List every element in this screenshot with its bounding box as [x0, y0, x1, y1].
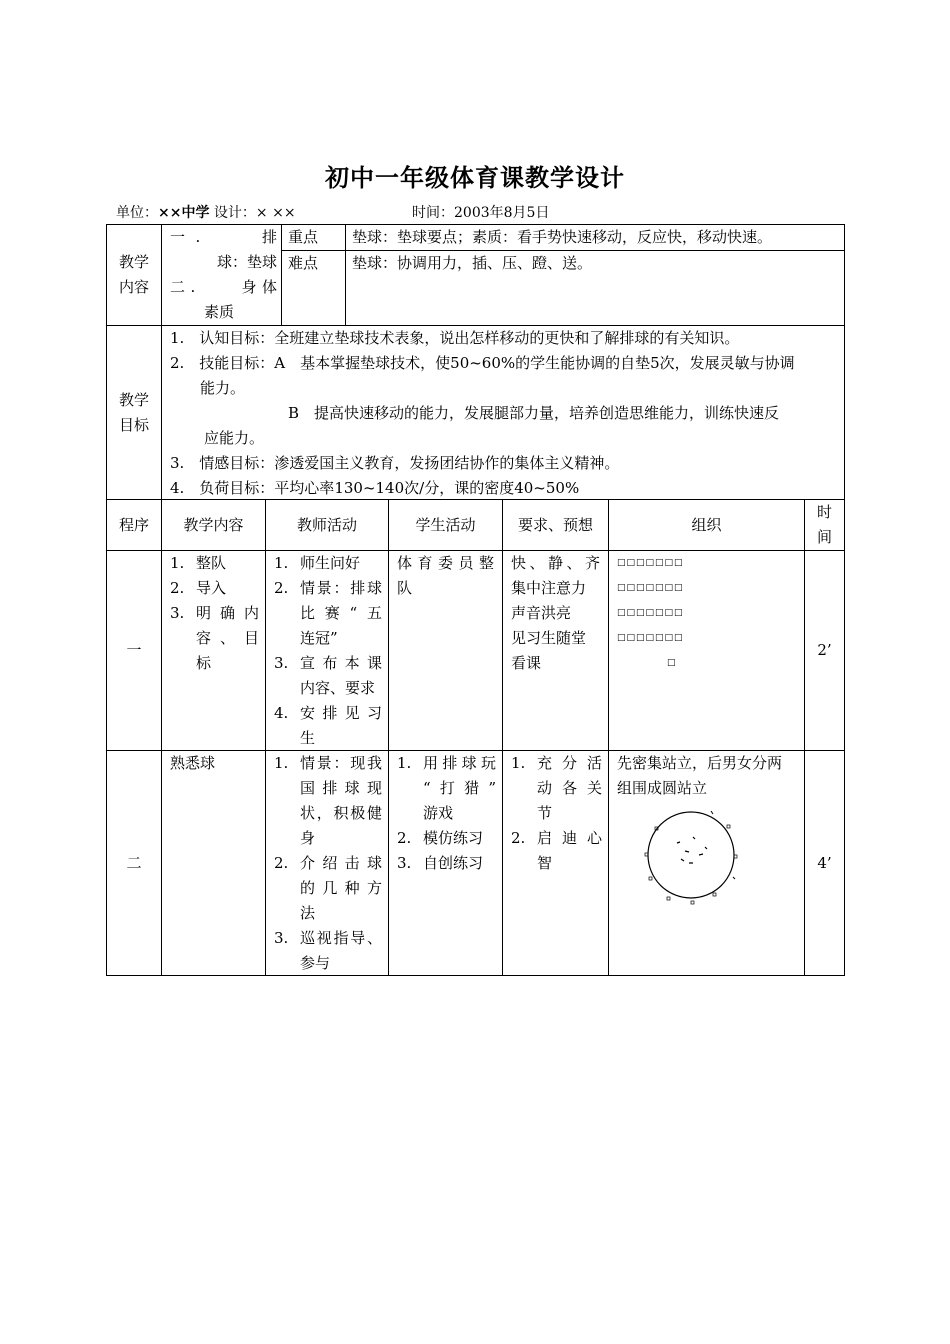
list-item-line: 标	[196, 654, 212, 672]
content-items-cell	[161, 224, 282, 326]
header-org-text: 组织	[691, 515, 722, 534]
row1-req-line: 看课	[511, 654, 542, 672]
row2-teacher-item	[270, 751, 382, 851]
list-item-line: 模仿练习	[423, 829, 484, 847]
unit-value: ××中学	[158, 205, 210, 221]
header-time	[804, 499, 845, 551]
list-item-line: 容、目	[196, 629, 259, 647]
list-item-line: 比赛“五	[300, 604, 382, 622]
list-item-line: 巡视指导、	[300, 929, 382, 947]
list-item-line: 用排球玩	[423, 754, 496, 772]
list-number: 2.	[511, 829, 526, 847]
list-item-line: 节	[537, 804, 553, 822]
diff-label: 难点	[288, 254, 319, 272]
formation-circle	[648, 812, 734, 898]
list-item-line: 游戏	[423, 804, 454, 822]
header-time-1: 时	[816, 503, 832, 521]
row1-content	[161, 550, 266, 751]
designer-value: × ××	[255, 205, 296, 221]
row2-teacher-item	[270, 851, 382, 926]
goals-label-2: 目标	[118, 415, 149, 434]
row1-org	[608, 550, 805, 751]
list-number: 2.	[170, 579, 185, 597]
list-item-line: 内容、要求	[300, 679, 376, 697]
row1-teacher-item	[270, 701, 382, 751]
header-org	[608, 499, 805, 551]
header-content-text: 教学内容	[183, 515, 244, 534]
row1-req-line: 声音洪亮	[511, 604, 572, 622]
content-item-line: 二. 身体	[170, 278, 277, 296]
content-item-line: 球：垫球	[216, 253, 277, 271]
list-number: 2.	[274, 854, 289, 872]
goal-cognitive: 1. 认知目标：全班建立垫球技术表象，说出怎样移动的更快和了解排球的有关知识。	[170, 329, 740, 347]
row1-seq	[106, 550, 162, 751]
diff-text: 垫球：协调用力，插、压、蹬、送。	[352, 254, 593, 272]
list-item-line: 身	[300, 829, 316, 847]
row2-student-item	[393, 751, 496, 826]
header-seq	[106, 499, 162, 551]
key-text: 垫球：垫球要点；素质：看手势快速移动，反应快，移动快速。	[352, 228, 773, 246]
row2-student	[388, 750, 503, 976]
row2-time-text: 4’	[817, 853, 832, 872]
row2-teacher-item	[270, 926, 382, 976]
header-student	[388, 499, 503, 551]
list-number: 3.	[274, 929, 289, 947]
header-time-2: 间	[816, 528, 832, 546]
list-number: 4.	[274, 704, 289, 722]
row1-content-item	[166, 576, 259, 601]
row2-req-item	[507, 826, 602, 876]
row2-req-item	[507, 751, 602, 826]
list-item-line: 的几种方	[300, 879, 382, 897]
header-teacher	[265, 499, 389, 551]
goals-text-cell	[161, 325, 845, 500]
row1-content-item	[166, 551, 259, 576]
student-markers	[645, 811, 737, 904]
key-label: 重点	[288, 228, 319, 246]
list-item-line: 情景：现我	[300, 754, 382, 772]
list-number: 1.	[170, 554, 185, 572]
list-item-line: 法	[300, 904, 316, 922]
list-number: 1.	[397, 754, 412, 772]
row1-seq-text: 一	[126, 641, 142, 659]
list-item-line: 情景：排球	[300, 579, 382, 597]
content-item-line: 一. 排	[170, 228, 277, 246]
circle-formation-diagram	[633, 803, 753, 913]
list-item-line: 明确内	[196, 604, 259, 622]
list-number: 1.	[274, 554, 289, 572]
teacher-position: □	[667, 658, 677, 668]
list-number: 3.	[274, 654, 289, 672]
date: 时间：2003年8月5日	[412, 205, 550, 221]
header-seq-text: 程序	[118, 515, 149, 534]
list-item-line: 充分活	[537, 754, 602, 772]
content-label-1: 教学	[118, 253, 149, 271]
list-item-line: “打猎”	[423, 779, 496, 797]
header-req	[502, 499, 609, 551]
row2-content	[161, 750, 266, 976]
list-item-line: 智	[537, 854, 553, 872]
goal-load: 4. 负荷目标：平均心率130~140次/分，课的密度40~50%	[170, 479, 580, 497]
row2-org-line: 组围成圆站立	[617, 779, 708, 797]
designer-label: 设计：	[213, 205, 256, 221]
row1-teacher	[265, 550, 389, 751]
header-student-text: 学生活动	[415, 515, 476, 534]
row2-seq	[106, 750, 162, 976]
row1-time-text: 2’	[817, 641, 832, 659]
list-item-line: 启迪心	[537, 829, 602, 847]
list-item-line: 宣布本课	[300, 654, 382, 672]
goals-label-cell	[106, 325, 162, 500]
list-number: 1.	[274, 754, 289, 772]
row2-seq-text: 二	[126, 853, 142, 872]
list-item-line: 参与	[300, 954, 331, 972]
row1-time	[804, 550, 845, 751]
header-teacher-text: 教师活动	[296, 515, 357, 534]
list-item-line: 自创练习	[423, 854, 484, 872]
list-number: 2.	[397, 829, 412, 847]
list-item-line: 介绍击球	[300, 854, 382, 872]
row2-content-text: 熟悉球	[170, 754, 216, 772]
formation-row: □□□□□□□	[617, 608, 684, 618]
list-item-line: 整队	[196, 554, 227, 572]
row2-req	[502, 750, 609, 976]
formation-row: □□□□□□□	[617, 558, 684, 568]
list-item-line: 国排球现	[300, 779, 382, 797]
row1-req-line: 快、静、齐	[511, 554, 600, 572]
row1-student	[388, 550, 503, 751]
row2-student-item	[393, 851, 496, 876]
list-number: 3.	[170, 604, 185, 622]
list-item-line: 状，积极健	[300, 804, 382, 822]
list-item-line: 生	[300, 729, 316, 747]
list-number: 3.	[397, 854, 412, 872]
row1-teacher-item	[270, 576, 382, 651]
formation-row: □□□□□□□	[617, 583, 684, 593]
header-req-text: 要求、预想	[517, 515, 593, 534]
row2-student-item	[393, 826, 496, 851]
row2-org-line: 先密集站立，后男女分两	[617, 754, 783, 772]
goals-label-1: 教学	[118, 390, 149, 409]
list-item-line: 连冠”	[300, 629, 338, 647]
list-item-line: 师生问好	[300, 554, 361, 572]
diff-text-cell	[345, 250, 845, 326]
content-item-line: 素质	[204, 303, 235, 321]
key-label-cell	[281, 224, 346, 251]
row1-teacher-item	[270, 651, 382, 701]
page-title: 初中一年级体育课教学设计	[325, 163, 625, 192]
row1-student-line: 体育委员整	[397, 554, 494, 572]
goal-skill-a-cont: 能力。	[200, 379, 246, 397]
row2-teacher	[265, 750, 389, 976]
row1-req-line: 见习生随堂	[511, 629, 587, 647]
row2-org	[608, 750, 805, 976]
row1-teacher-item	[270, 551, 382, 576]
row2-time	[804, 750, 845, 976]
formation-row: □□□□□□□	[617, 633, 684, 643]
row1-req-line: 集中注意力	[511, 579, 587, 597]
header-content	[161, 499, 266, 551]
list-number: 1.	[511, 754, 526, 772]
list-item-line: 安排见习	[300, 704, 382, 722]
row1-student-line: 队	[397, 579, 413, 597]
unit-label: 单位：	[116, 205, 158, 221]
goal-skill-b: B 提高快速移动的能力，发展腿部力量，培养创造思维能力，训练快速反	[288, 404, 780, 422]
goal-emotional: 3. 情感目标：渗透爱国主义教育，发扬团结协作的集体主义精神。	[170, 454, 620, 472]
document-meta	[116, 202, 550, 222]
row1-content-item	[166, 601, 259, 676]
row1-req	[502, 550, 609, 751]
goal-skill-a: 2. 技能目标：A 基本掌握垫球技术，使50~60%的学生能协调的自垫5次，发展灵敏与协调	[170, 354, 795, 372]
key-text-cell	[345, 224, 845, 251]
diff-label-cell	[281, 250, 346, 326]
list-number: 2.	[274, 579, 289, 597]
content-label-cell	[106, 224, 162, 326]
list-item-line: 导入	[196, 579, 227, 597]
goal-skill-b-cont: 应能力。	[204, 429, 265, 447]
content-label-2: 内容	[118, 278, 149, 296]
list-item-line: 动各关	[537, 779, 602, 797]
